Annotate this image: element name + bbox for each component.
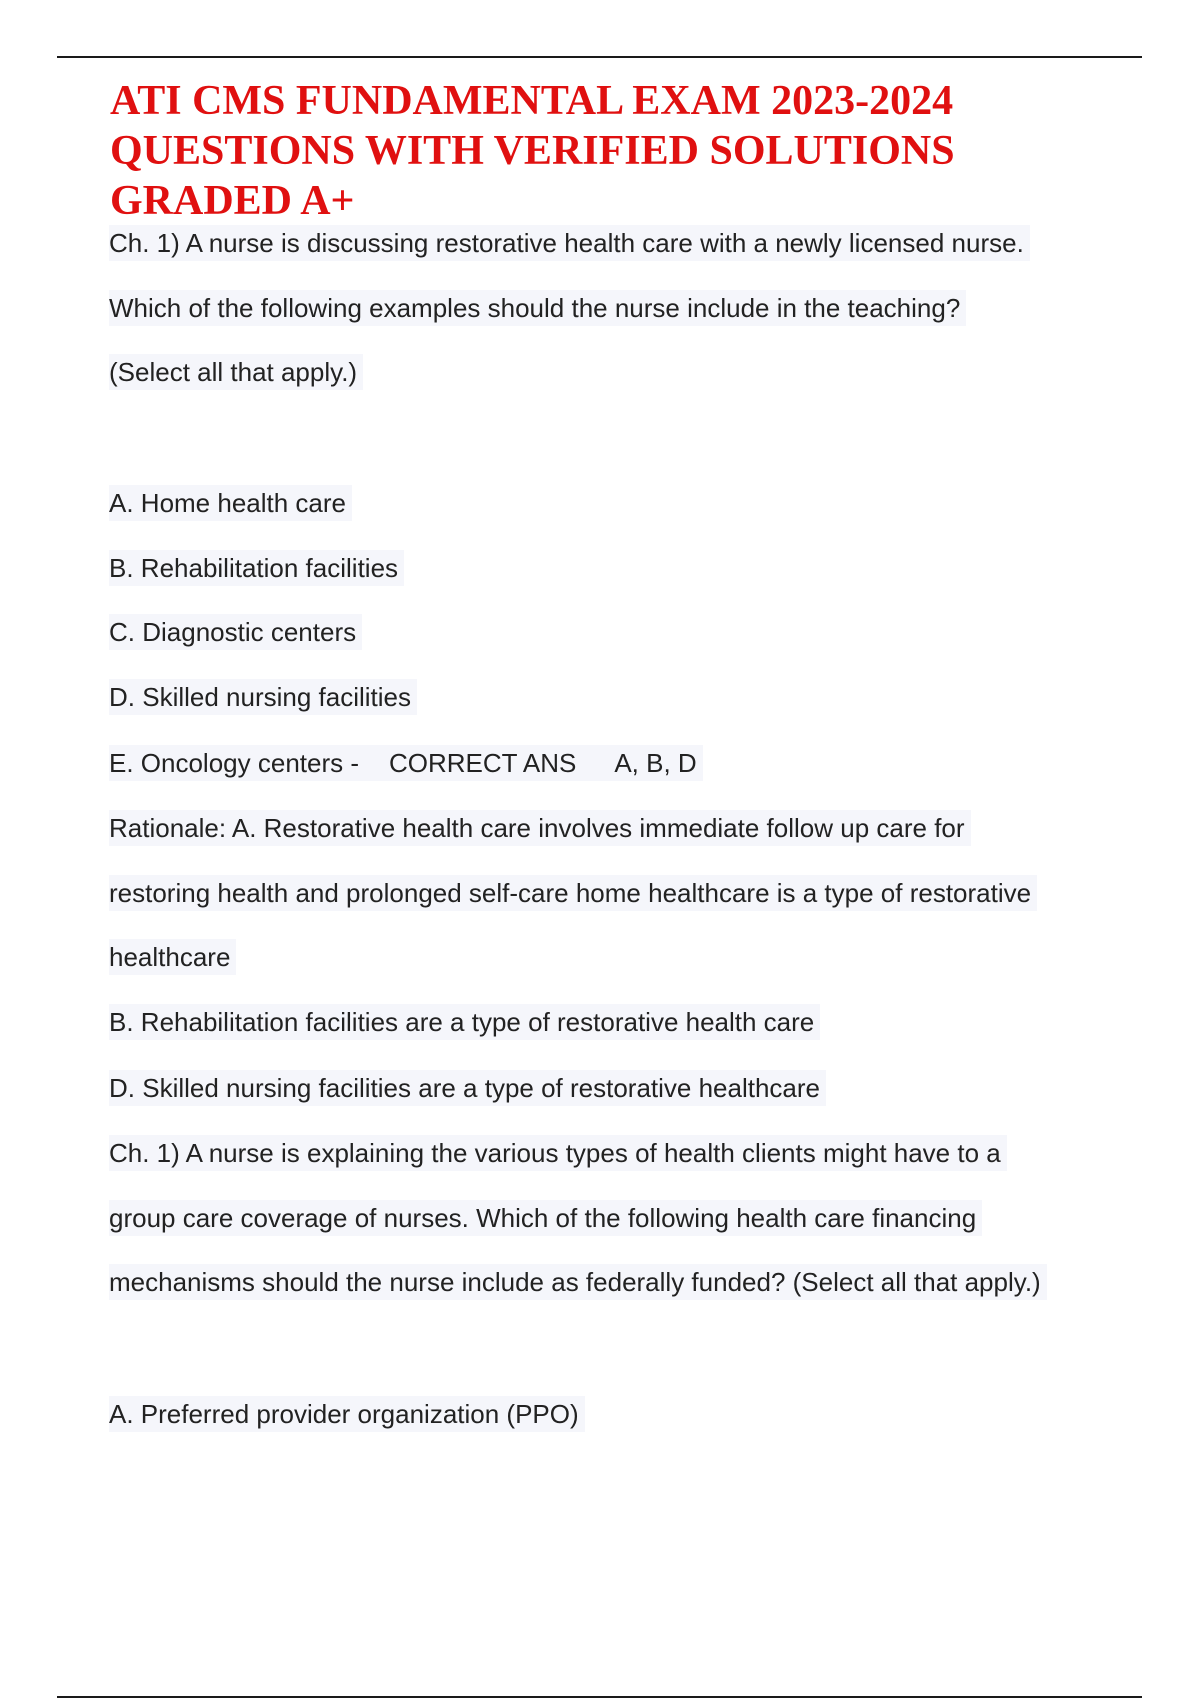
rationale-line: D. Skilled nursing facilities are a type of restorative healthcare [109, 1070, 826, 1106]
rationale-line: B. Rehabilitation facilities are a type of restorative health care [109, 1004, 820, 1040]
rationale-line: Rationale: A. Restorative health care involves immediate follow up care for [109, 810, 971, 846]
rationale-line: healthcare [109, 939, 236, 975]
question1-stem-line: (Select all that apply.) [109, 354, 363, 390]
question1-option-b: B. Rehabilitation facilities [109, 550, 404, 586]
question1-stem-line: Which of the following examples should the nurse include in the teaching? [109, 290, 966, 326]
question1-option-c: C. Diagnostic centers [109, 614, 362, 650]
question1-option-e-with-answer [109, 745, 703, 781]
question2-stem-line: group care coverage of nurses. Which of the following health care financing [109, 1200, 982, 1236]
question1-option-d: D. Skilled nursing facilities [109, 679, 417, 715]
question1-stem-line: Ch. 1) A nurse is discussing restorative health care with a newly licensed nurse. [109, 225, 1030, 261]
document-title: ATI CMS FUNDAMENTAL EXAM 2023-2024 QUESTIONS WITH VERIFIED SOLUTIONS GRADED A+ [110, 78, 955, 224]
question2-stem-line: Ch. 1) A nurse is explaining the various types of health clients might have to a [109, 1135, 1007, 1171]
top-divider [57, 56, 1142, 58]
question2-option-a: A. Preferred provider organization (PPO) [109, 1396, 585, 1432]
correct-answer-label: CORRECT ANS [389, 748, 577, 778]
question2-stem-line: mechanisms should the nurse include as federally funded? (Select all that apply.) [109, 1264, 1047, 1300]
question1-option-a: A. Home health care [109, 485, 352, 521]
question1-option-e: E. Oncology centers - [109, 748, 359, 778]
bottom-divider [57, 1696, 1142, 1698]
rationale-line: restoring health and prolonged self-care home healthcare is a type of restorative [109, 875, 1037, 911]
correct-answer-value: A, B, D [614, 748, 697, 778]
